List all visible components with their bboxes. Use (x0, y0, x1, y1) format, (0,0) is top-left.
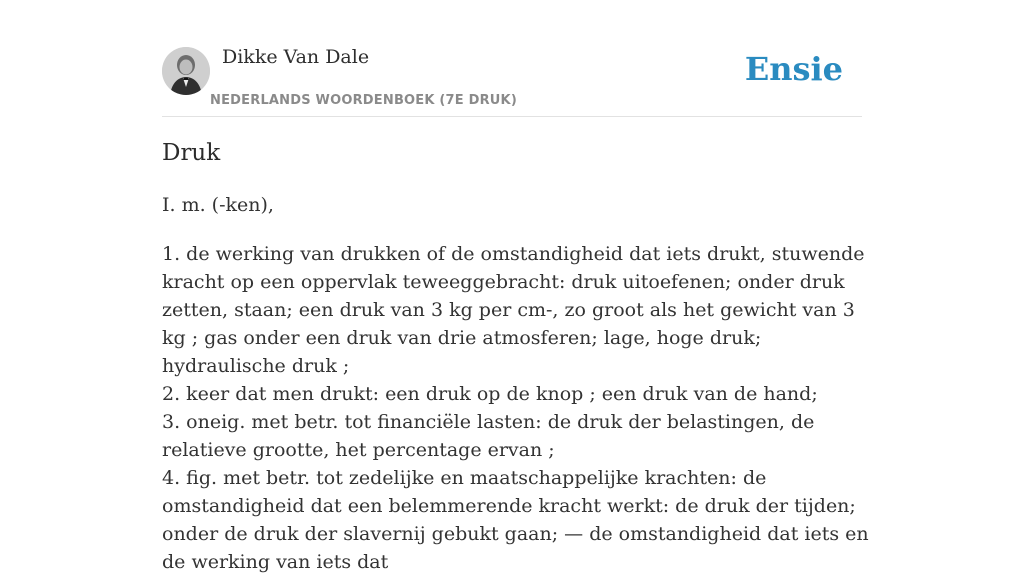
portrait-icon (162, 47, 210, 95)
definition-item: 4. fig. met betr. tot zedelijke en maatschappelijke krachten: de omstandigheid dat een belemmerende kracht werkt: de druk der tijden; onder de druk der slavernij gebukt gaan; — de omstandigheid dat iets en de werking van iets dat (162, 467, 869, 573)
avatar[interactable] (162, 47, 210, 95)
definition-item: 2. keer dat men drukt: een druk op de knop ; een druk van de hand; (162, 383, 818, 405)
entry-title: Druk (162, 140, 221, 166)
definition-item: 3. oneig. met betr. tot financiële lasten: de druk der belastingen, de relatieve grootte, het percentage ervan ; (162, 411, 815, 461)
definition-item: 1. de werking van drukken of de omstandigheid dat iets drukt, stuwende kracht op een oppervlak teweeggebracht: druk uitoefenen; onder druk zetten, staan; een druk van 3 kg per cm-, zo groot als het gewicht van 3 kg ; gas onder een druk van drie atmosferen; lage, hoge druk; hydraulische druk ; (162, 243, 865, 377)
grammar-info: I. m. (-ken), (162, 194, 274, 216)
source-subtitle: NEDERLANDS WOORDENBOEK (7E DRUK) (210, 93, 517, 108)
header (162, 0, 862, 117)
brand-logo-link[interactable]: Ensie (744, 50, 843, 88)
definition-list (162, 240, 872, 576)
source-name[interactable]: Dikke Van Dale (222, 46, 370, 68)
page (162, 0, 869, 573)
